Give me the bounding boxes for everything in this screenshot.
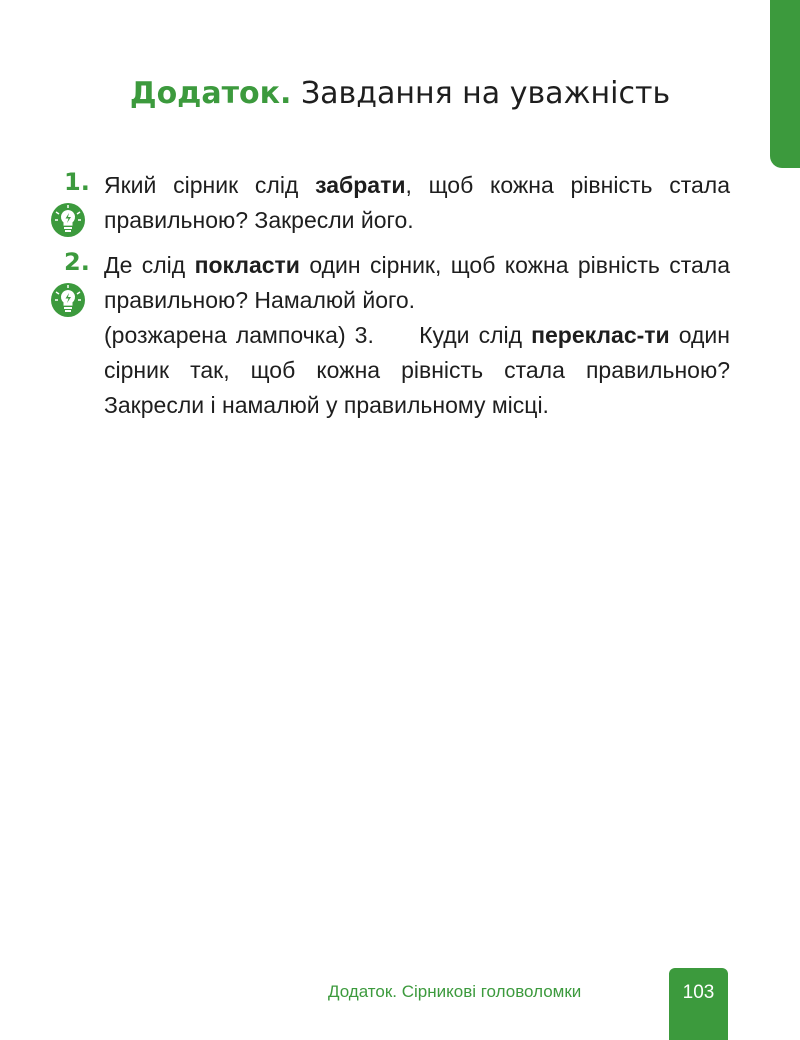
lightbulb-icon xyxy=(50,202,86,238)
task-keyword: покласти xyxy=(194,252,300,278)
page-title xyxy=(0,76,800,111)
task-text-part: Де слід xyxy=(104,252,195,278)
lightbulb-icon xyxy=(50,282,86,318)
task-1 xyxy=(50,168,730,238)
task-text xyxy=(104,168,730,238)
task-keyword: забрати xyxy=(315,172,406,198)
task-text-part: , щоб кожна рівність стала правильною? Закресли його. xyxy=(104,172,730,233)
task-number: 1. xyxy=(64,168,90,196)
task-text-part: один сірник, щоб кожна рівність стала правильною? Намалюй його. xyxy=(104,252,730,313)
title-accent: Додаток. xyxy=(129,76,292,111)
footer-section-title: Додаток. Сірникові головоломки xyxy=(328,982,582,1001)
task-text-part: один сірник так, щоб кожна рівність стала правильною? Закресли і намалюй у правильному місці. xyxy=(104,322,730,418)
page-number: 103 xyxy=(669,968,728,1040)
task-text-part: (розжарена лампочка) 3. Куди слід xyxy=(104,322,532,348)
task-keyword: переклас-ти xyxy=(531,322,670,348)
task-text xyxy=(104,248,730,423)
task-text-part: Який сірник слід xyxy=(104,172,316,198)
title-rest: Завдання на уважність xyxy=(291,76,671,111)
task-number: 2. xyxy=(64,248,90,276)
task-2 xyxy=(50,248,730,423)
